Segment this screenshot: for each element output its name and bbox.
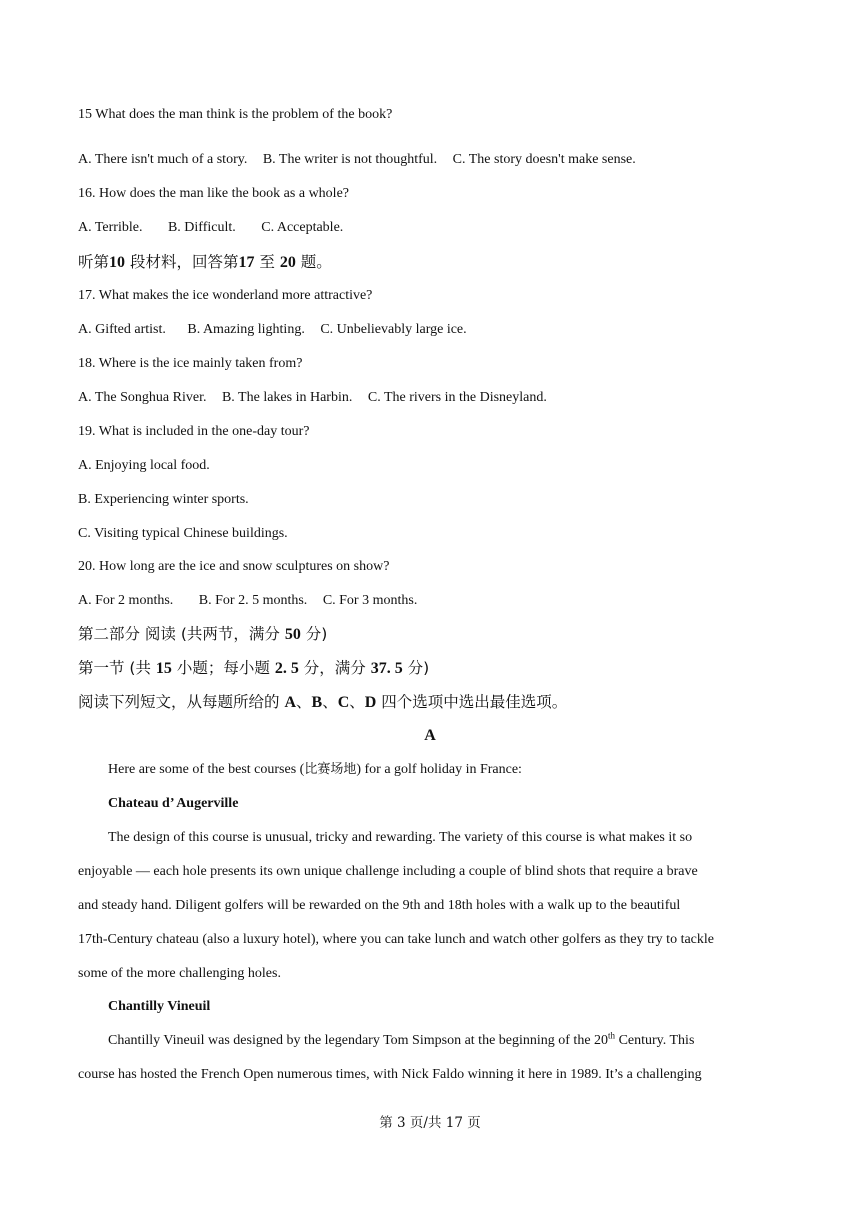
heading-text: 分) <box>305 625 328 643</box>
heading-text: 分) <box>407 659 430 677</box>
question-17-stem: 17. What makes the ice wonderland more attractive? <box>78 288 373 303</box>
course-2-title: Chantilly Vineuil <box>108 999 211 1014</box>
heading-text: 分，满分 <box>303 659 366 677</box>
section-one-heading <box>78 658 429 679</box>
option-b: B. For 2. 5 months. <box>198 593 308 608</box>
question-16-options <box>78 219 343 237</box>
separator: 、 <box>322 693 338 711</box>
passage-intro <box>108 761 522 779</box>
separator: 、 <box>296 693 312 711</box>
heading-text: 段材料，回答第 <box>129 253 239 271</box>
option-c: C. For 3 months. <box>322 593 418 608</box>
question-18-stem: 18. Where is the ice mainly taken from? <box>78 356 303 371</box>
separator: 、 <box>349 693 365 711</box>
heading-number: 50 <box>284 626 301 643</box>
option-a: A. The Songhua River. <box>78 390 207 405</box>
heading-text: 第一节 (共 <box>78 659 151 677</box>
course-1-line: The design of this course is unusual, tricky and rewarding. The variety of this course is what makes it so <box>108 830 693 845</box>
option-letter: A <box>284 694 297 711</box>
intro-text: Here are some of the best courses ( <box>108 762 305 777</box>
option-letter: C <box>337 694 350 711</box>
instruction-text: 四个选项中选出最佳选项。 <box>381 693 568 711</box>
question-15-stem: 15 What does the man think is the problem of the book? <box>78 107 393 122</box>
course-1-line: enjoyable — each hole presents its own unique challenge including a couple of blind shots that require a brave <box>78 864 698 879</box>
option-b: B. Amazing lighting. <box>187 322 305 337</box>
question-20-options <box>78 592 417 610</box>
question-15-options <box>78 151 636 169</box>
option-b: B. The writer is not thoughtful. <box>262 152 438 167</box>
option-c: C. Acceptable. <box>261 220 344 235</box>
intro-text: ) for a golf holiday in France: <box>356 762 522 777</box>
heading-number: 15 <box>155 660 172 677</box>
page-footer: 第 3 页/共 17 页 <box>379 1115 481 1131</box>
course-2-text: Century. This <box>615 1033 695 1048</box>
ordinal-superscript: th <box>608 1030 616 1041</box>
question-19-option-c: C. Visiting typical Chinese buildings. <box>78 526 288 541</box>
question-16-stem: 16. How does the man like the book as a whole? <box>78 186 349 201</box>
heading-text: 听第 <box>78 253 110 271</box>
option-b: B. The lakes in Harbin. <box>221 390 353 405</box>
option-a: A. Gifted artist. <box>78 322 166 337</box>
heading-text: 小题；每小题 <box>176 659 270 677</box>
question-18-options <box>78 389 547 407</box>
heading-number: 20 <box>279 254 296 271</box>
reading-instruction <box>78 692 567 713</box>
passage-letter: A <box>424 727 436 744</box>
intro-chinese-gloss: 比赛场地 <box>304 762 357 777</box>
course-1-line: 17th-Century chateau (also a luxury hotel), where you can take lunch and watch other golfers as they try to tackle <box>78 932 714 947</box>
option-a: A. Terrible. <box>78 220 143 235</box>
option-a: A. For 2 months. <box>78 593 174 608</box>
option-c: C. Unbelievably large ice. <box>320 322 467 337</box>
option-a: A. There isn't much of a story. <box>78 152 248 167</box>
question-19-option-a: A. Enjoying local food. <box>78 458 210 473</box>
heading-number: 2. 5 <box>274 660 299 677</box>
course-1-line: and steady hand. Diligent golfers will be rewarded on the 9th and 18th holes with a walk up to the beautiful <box>78 898 681 913</box>
option-c: C. The rivers in the Disneyland. <box>367 390 547 405</box>
question-20-stem: 20. How long are the ice and snow sculptures on show? <box>78 559 390 574</box>
option-b: B. Difficult. <box>167 220 236 235</box>
instruction-text: 阅读下列短文，从每题所给的 <box>78 693 280 711</box>
heading-number: 17 <box>238 254 255 271</box>
course-2-line <box>108 1032 694 1050</box>
course-2-text: Chantilly Vineuil was designed by the legendary Tom Simpson at the beginning of the 20 <box>108 1033 609 1048</box>
course-1-line: some of the more challenging holes. <box>78 966 281 981</box>
heading-text: 第二部分 阅读 (共两节，满分 <box>78 625 280 643</box>
question-17-options <box>78 321 467 339</box>
option-letter: D <box>364 694 377 711</box>
heading-text: 至 <box>259 253 275 271</box>
course-1-title: Chateau d’ Augerville <box>108 796 239 811</box>
option-letter: B <box>311 694 323 711</box>
listening-section-heading <box>78 252 332 273</box>
course-2-line: course has hosted the French Open numerous times, with Nick Faldo winning it here in 1989. It’s a challenging <box>78 1067 702 1082</box>
part-two-heading <box>78 624 327 645</box>
heading-number: 37. 5 <box>370 660 403 677</box>
heading-text: 题。 <box>300 253 332 271</box>
question-19-stem: 19. What is included in the one-day tour? <box>78 424 310 439</box>
option-c: C. The story doesn't make sense. <box>452 152 636 167</box>
heading-number: 10 <box>109 254 126 271</box>
question-19-option-b: B. Experiencing winter sports. <box>78 492 249 507</box>
